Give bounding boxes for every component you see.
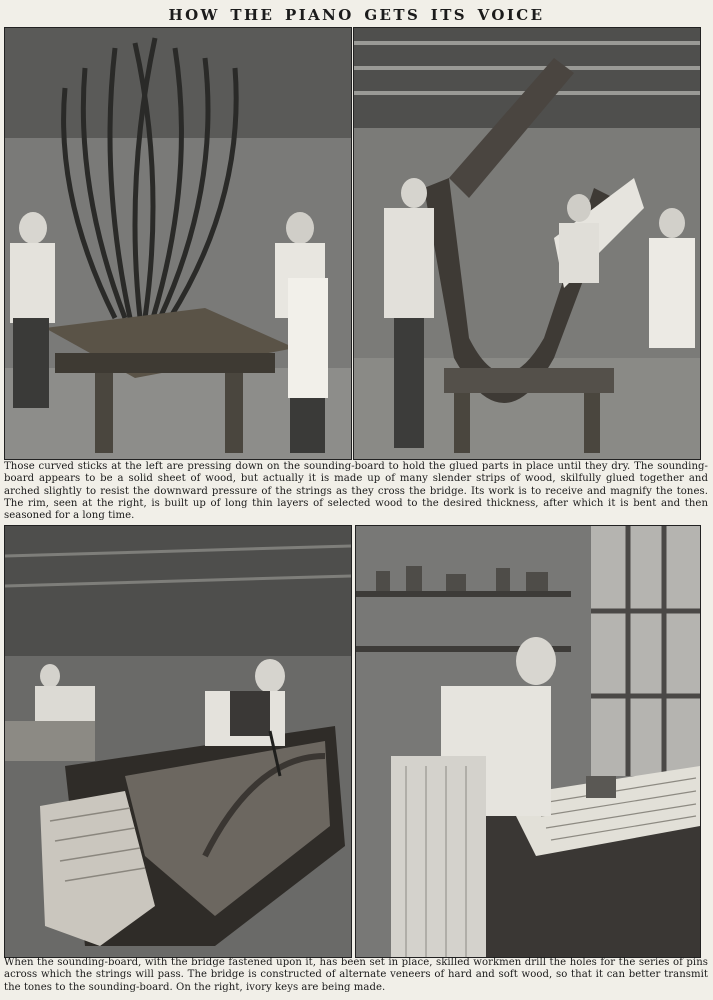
photo-bending-rim [353,27,701,460]
photo-drilling-bridge [4,525,352,958]
caption-top: Those curved sticks at the left are pressing down on the sounding-board to hold the glued parts in place until they dry. The sounding-board appears to be a solid sheet of wood, but actually it is made up of many slender strips of wood, skilfully glued together and arched slightly to resist the downward pressure of the strings as they cross the bridge. Its work is to receive and magnify the tones. The rim, seen at the right, is built up of long thin layers of selected wood to the desired thickness, after which it is bent and then seasoned for a long time. [4,461,708,522]
photo-ivory-keys [355,525,701,958]
photo-sounding-board-sticks [4,27,352,460]
caption-bottom: When the sounding-board, with the bridge fastened upon it, has been set in place, skilled workmen drill the holes for the series of pins across which the strings will pass. The bridge is constructed of alternate veneers of hard and soft wood, so that it can better transmit the tones to the sounding-board. On the right, ivory keys are being made. [4,957,708,993]
page-title: HOW THE PIANO GETS ITS VOICE [168,6,545,24]
